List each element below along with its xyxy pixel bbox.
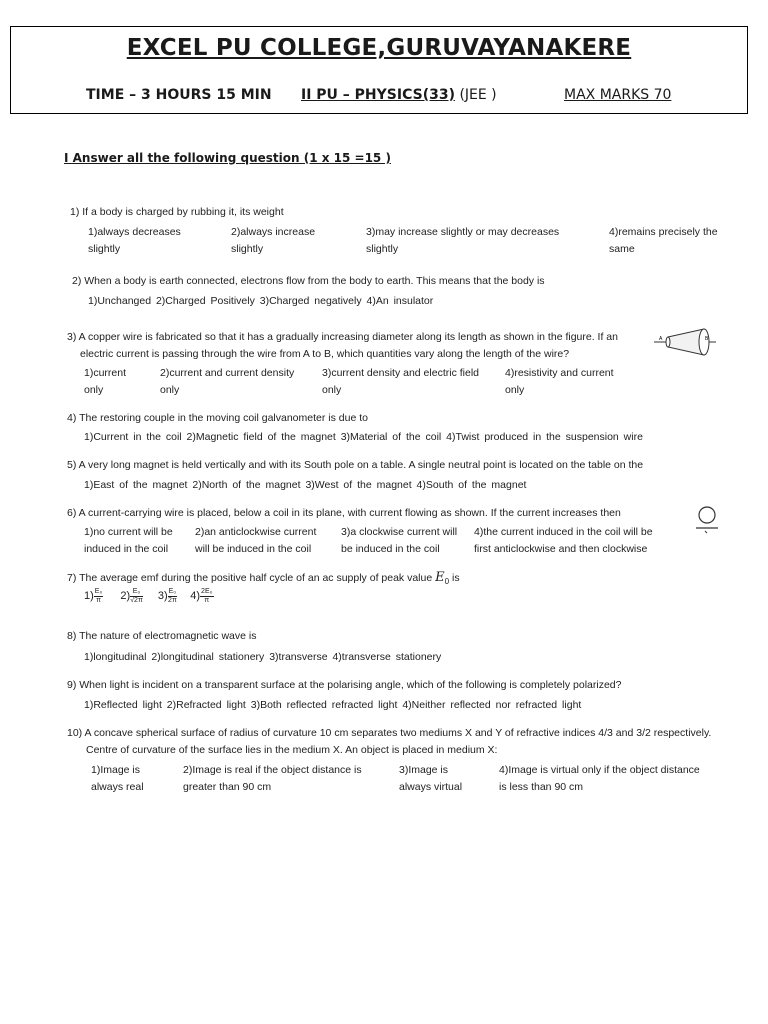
- q3-option-1: 1)current only: [84, 367, 127, 396]
- course-info: [301, 87, 497, 103]
- q8-options: 1)longitudinal 2)longitudinal stationery 3)transverse 4)transverse stationery: [84, 651, 442, 663]
- q3-option-3: 3)current density and electric field only: [322, 367, 479, 396]
- q9-options: 1)Reflected light 2)Refracted light 3)Both reflected refracted light 4)Neither reflected nor refracted light: [84, 699, 582, 711]
- q10-option-3: 3)Image is always virtual: [399, 764, 463, 793]
- coil-figure: [692, 504, 722, 534]
- q1-option-2: 2)always increase slightly: [231, 226, 316, 255]
- q10-option-1: 1)Image is always real: [91, 764, 144, 793]
- q4-options: 1)Current in the coil 2)Magnetic field of the magnet 3)Material of the coil 4)Twist produced in the suspension wire: [84, 431, 643, 443]
- q6-option-1: 1)no current will be induced in the coil: [84, 526, 173, 555]
- q7-option-1: 1) $\frac{\text{E₀}}{\pi}$: [84, 588, 103, 604]
- max-marks: MAX MARKS 70: [564, 87, 672, 103]
- q5-options: 1)East of the magnet 2)North of the magnet 3)West of the magnet 4)South of the magnet: [84, 479, 527, 491]
- q7-option-4: 4) $\frac{\text{2E₀}}{\pi}$: [190, 588, 213, 604]
- q2-options: 1)Unchanged 2)Charged Positively 3)Charged negatively 4)An insulator: [88, 295, 434, 307]
- wire-figure: [652, 326, 718, 358]
- q3-option-4: 4)resistivity and current only: [505, 367, 614, 396]
- q6-option-4: 4)the current induced in the coil will be first anticlockwise and then clockwise: [474, 526, 653, 555]
- question-8: 8) The nature of electromagnetic wave is: [67, 630, 257, 642]
- q6-option-2: 2)an anticlockwise current will be induced in the coil: [195, 526, 317, 555]
- header-box: [10, 26, 748, 114]
- question-9: 9) When light is incident on a transparent surface at the polarising angle, which of the following is completely polarized?: [67, 679, 622, 691]
- section-heading: I Answer all the following question (1 x 15 =15 ): [64, 151, 391, 165]
- question-3: 3) A copper wire is fabricated so that it has a gradually increasing diameter along its length as shown in the figure. If an: [67, 331, 618, 343]
- question-4: 4) The restoring couple in the moving coil galvanometer is due to: [67, 412, 368, 424]
- peak-emf-subscript: 0: [444, 577, 450, 587]
- q10-option-4: 4)Image is virtual only if the object distance is less than 90 cm: [499, 764, 700, 793]
- q1-option-4: 4)remains precisely the same: [609, 226, 718, 255]
- wire-label-a: A: [659, 336, 663, 342]
- question-2: 2) When a body is earth connected, electrons flow from the body to earth. This means that the body is: [72, 275, 545, 287]
- wire-label-b: B: [705, 336, 709, 342]
- q10-option-2: 2)Image is real if the object distance is greater than 90 cm: [183, 764, 362, 793]
- q3-option-2: 2)current and current density only: [160, 367, 295, 396]
- q7-option-2: 2) $\frac{\text{E₀}}{√2\pi}$: [120, 588, 143, 604]
- q7-options: [84, 588, 214, 605]
- course-name: II PU – PHYSICS(33): [301, 87, 455, 103]
- question-1: 1) If a body is charged by rubbing it, its weight: [70, 206, 284, 218]
- question-3-line-2: electric current is passing through the wire from A to B, which quantities vary along the length of the wire?: [80, 348, 570, 360]
- course-stream: (JEE ): [459, 87, 497, 103]
- q1-option-3: 3)may increase slightly or may decreases slightly: [366, 226, 560, 255]
- q6-option-3: 3)a clockwise current will be induced in the coil: [341, 526, 458, 555]
- question-10: 10) A concave spherical surface of radius of curvature 10 cm separates two mediums X and Y of refractive indices 4/3 and 3/2 respectively.: [67, 727, 712, 739]
- q7-option-3: 3) $\frac{\text{E₀}}{2\pi}$: [157, 588, 177, 604]
- question-5: 5) A very long magnet is held vertically and with its South pole on a table. A single neutral point is located on the table on the: [67, 459, 644, 471]
- question-10-line-2: Centre of curvature of the surface lies in the medium X. An object is placed in medium X:: [86, 744, 498, 756]
- college-title: EXCEL PU COLLEGE,GURUVAYANAKERE: [126, 35, 632, 61]
- question-6: 6) A current-carrying wire is placed, below a coil in its plane, with current flowing as shown. If the current increases then: [67, 507, 621, 519]
- exam-time: TIME – 3 HOURS 15 MIN: [86, 87, 272, 103]
- peak-emf-symbol: E: [435, 570, 445, 585]
- question-7: 7) The average emf during the positive half cycle of an ac supply of peak value $E_0$ is: [67, 570, 460, 587]
- q1-option-1: 1)always decreases slightly: [88, 226, 181, 255]
